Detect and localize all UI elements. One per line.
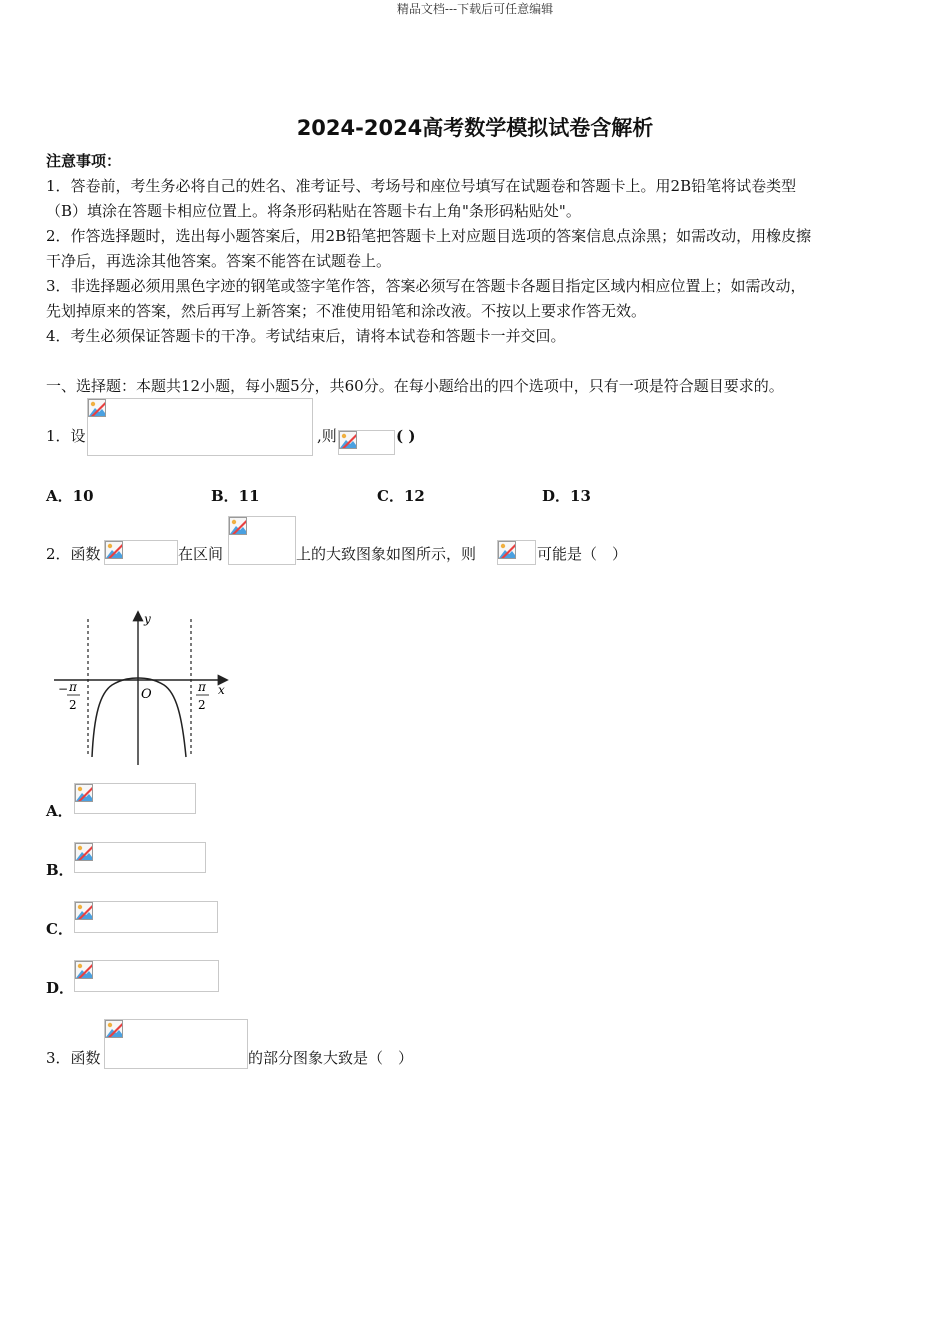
notes-line-6: 先划掉原来的答案，然后再写上新答案；不准使用铅笔和涂改液。不按以上要求作答无效。 [46, 302, 647, 320]
y-label: y [144, 612, 151, 626]
q2-option-d-image [74, 960, 219, 992]
q2-option-d: D． [46, 979, 75, 997]
q1-formula-image [87, 398, 313, 456]
neg-sign: − [58, 682, 69, 696]
q2-fx-image [497, 540, 536, 565]
notes-line-3: 2．作答选择题时，选出每小题答案后，用2B铅笔把答题卡上对应题目选项的答案信息点涂黑；如需改动，用橡皮擦 [46, 227, 812, 245]
broken-image-icon [105, 1020, 123, 1038]
q2-option-b: B． [46, 861, 74, 879]
function-curve [92, 678, 186, 757]
neg-pi-numerator: π [69, 680, 77, 694]
page-header: 精品文档---下载后可任意编辑 [396, 2, 554, 16]
broken-image-icon [498, 541, 516, 559]
q3-suffix: 的部分图象大致是（ ） [248, 1049, 414, 1067]
x-label: x [218, 683, 225, 697]
q1-mid: ,则 [317, 427, 337, 445]
origin-label: O [141, 687, 152, 702]
broken-image-icon [339, 431, 357, 449]
broken-image-icon [75, 843, 93, 861]
q2-option-a: A． [46, 802, 73, 820]
broken-image-icon [88, 399, 106, 417]
notes-line-1: 1．答卷前，考生务必将自己的姓名、准考证号、考场号和座位号填写在试题卷和答题卡上。用2B铅笔将试卷类型 [46, 177, 797, 195]
q2-mid2: 上的大致图象如图所示，则 [296, 545, 477, 563]
broken-image-icon [75, 902, 93, 920]
broken-image-icon [75, 961, 93, 979]
q2-prefix: 2．函数 [46, 545, 101, 563]
q1-option-c: C．12 [377, 487, 425, 505]
notes-line-2: （B）填涂在答题卡相应位置上。将条形码粘贴在答题卡右上角"条形码粘贴处"。 [46, 202, 581, 220]
notes-line-7: 4．考生必须保证答题卡的干净。考试结束后，请将本试卷和答题卡一并交回。 [46, 327, 566, 345]
q2-suffix: 可能是（ ） [537, 545, 628, 563]
broken-image-icon [105, 541, 123, 559]
pos-pi-numerator: π [198, 680, 206, 694]
q1-option-b: B．11 [211, 487, 260, 505]
q3-prefix: 3．函数 [46, 1049, 101, 1067]
q3-function-image [104, 1019, 248, 1069]
q1-suffix: ( ) [396, 427, 416, 445]
neg-pi-denominator: 2 [69, 698, 77, 712]
q2-function-graph [50, 605, 235, 770]
q2-interval-image [228, 516, 296, 565]
pos-pi-denominator: 2 [198, 698, 206, 712]
q2-option-c-image [74, 901, 218, 933]
q1-option-d: D．13 [542, 487, 591, 505]
q2-option-b-image [74, 842, 206, 873]
notes-heading: 注意事项： [46, 152, 122, 170]
q1-prefix: 1．设 [46, 427, 86, 445]
q2-mid1: 在区间 [178, 545, 224, 563]
q1-option-a: A．10 [46, 487, 94, 505]
page-title: 2024-2024高考数学模拟试卷含解析 [296, 116, 654, 140]
section-heading: 一、选择题：本题共12小题，每小题5分，共60分。在每小题给出的四个选项中，只有一项是符合题目要求的。 [46, 377, 784, 395]
broken-image-icon [75, 784, 93, 802]
notes-line-5: 3．非选择题必须用黑色字迹的钢笔或签字笔作答，答案必须写在答题卡各题目指定区域内相应位置上；如需改动， [46, 277, 806, 295]
q2-function-image [104, 540, 178, 565]
q1-expression-image [338, 430, 395, 455]
broken-image-icon [229, 517, 247, 535]
q2-option-c: C． [46, 920, 73, 938]
notes-line-4: 干净后，再选涂其他答案。答案不能答在试题卷上。 [46, 252, 392, 270]
q2-option-a-image [74, 783, 196, 814]
